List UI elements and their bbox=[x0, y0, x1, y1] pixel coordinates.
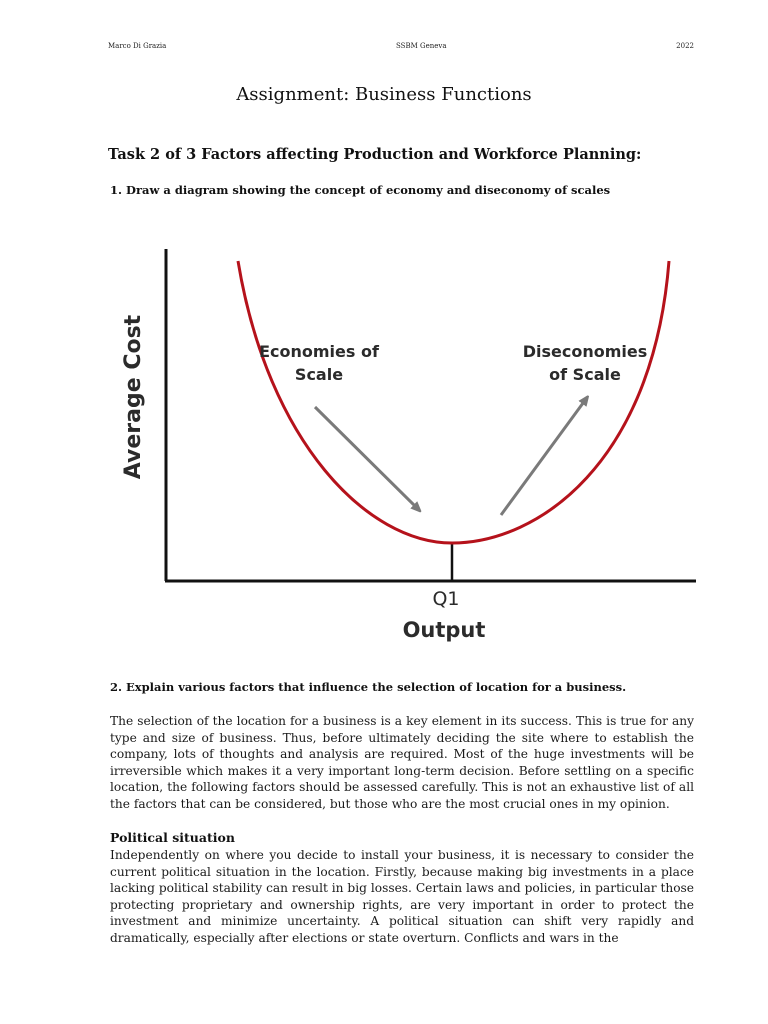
diseconomies-arrow bbox=[501, 399, 586, 515]
y-axis-label: Average Cost bbox=[121, 314, 146, 480]
section-heading-political: Political situation bbox=[110, 830, 235, 845]
q1-label: Q1 bbox=[432, 588, 460, 610]
question-1: 1. Draw a diagram showing the concept of economy and diseconomy of scales bbox=[110, 183, 611, 197]
diseconomies-label-line1: Diseconomies bbox=[522, 342, 648, 361]
average-cost-curve bbox=[238, 261, 669, 543]
header-year: 2022 bbox=[676, 42, 694, 50]
task-heading: Task 2 of 3 Factors affecting Production and Workforce Planning: bbox=[108, 146, 642, 163]
economies-label-line2: Scale bbox=[294, 365, 344, 384]
document-title: Assignment: Business Functions bbox=[236, 84, 532, 105]
economies-arrow bbox=[315, 407, 418, 509]
economies-of-scale-diagram bbox=[108, 243, 698, 645]
paragraph-location-intro: The selection of the location for a business is a key element in its success. This is true for any type and size of business. Thus, before ultimately deciding the site where to establish the company, lots of thoughts and analysis are required. Most of the huge investments will be irreversible which makes it a very important long-term decision. Before settling on a specific location, the following factors should be assessed carefully. This is not an exhaustive list of all the factors that can be considered, but those who are the most crucial ones in my opinion. bbox=[110, 714, 694, 811]
x-axis-label: Output bbox=[402, 618, 486, 642]
diseconomies-label-line2: of Scale bbox=[549, 365, 621, 384]
header-school: SSBM Geneva bbox=[395, 42, 447, 50]
header-author: Marco Di Grazia bbox=[108, 42, 167, 50]
page-header bbox=[108, 42, 694, 50]
paragraph-political-situation: Independently on where you decide to install your business, it is necessary to consider the current political situation in the location. Firstly, because making big investments in a place lacking political stability can result in big losses. Certain laws and policies, in particular those protecting proprietary and ownership rights, are very important in order to protect the investment and minimize uncertainty. A political situation can shift very rapidly and dramatically, especially after elections or state overturn. Conflicts and wars in the bbox=[110, 848, 694, 945]
question-2: 2. Explain various factors that influence the selection of location for a business. bbox=[110, 680, 627, 694]
economies-label-line1: Economies of bbox=[259, 342, 379, 361]
